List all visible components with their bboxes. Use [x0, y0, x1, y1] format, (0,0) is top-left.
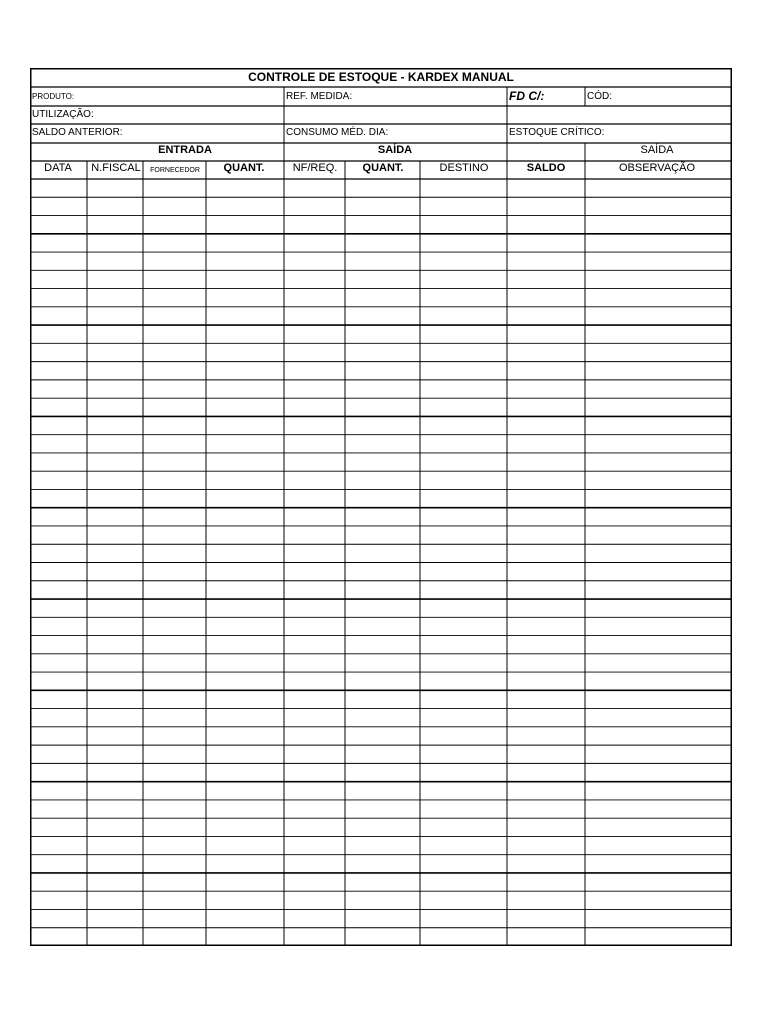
col-fornecedor: FORNECEDOR: [150, 167, 200, 174]
produto-label: PRODUTO:: [32, 92, 75, 101]
entrada-group: ENTRADA: [158, 144, 212, 156]
saida-group: SAÍDA: [377, 144, 413, 156]
fd-label: FD C/:: [509, 89, 545, 103]
col-data: DATA: [44, 162, 72, 174]
consumo-label: CONSUMO MÉD. DIA:: [286, 127, 389, 138]
form-title: CONTROLE DE ESTOQUE - KARDEX MANUAL: [248, 70, 514, 84]
cod-label: CÓD:: [587, 91, 612, 102]
estoque-critico-label: ESTOQUE CRÍTICO:: [509, 127, 605, 138]
form-grid: [30, 68, 732, 946]
col-nfreq: NF/REQ.: [292, 162, 338, 174]
saida-group-right: SAÍDA: [640, 144, 674, 156]
col-quant-in: QUANT.: [223, 162, 265, 174]
col-saldo: SALDO: [526, 162, 566, 174]
col-observacao: OBSERVAÇÃO: [618, 162, 696, 174]
col-quant-out: QUANT.: [362, 162, 404, 174]
saldo-anterior-label: SALDO ANTERIOR:: [32, 127, 123, 138]
col-nfiscal: N.FISCAL: [91, 162, 141, 174]
utilizacao-label: UTILIZAÇÃO:: [32, 109, 94, 120]
kardex-form: [30, 68, 732, 946]
ref-medida-label: REF. MEDIDA:: [286, 91, 353, 102]
col-destino: DESTINO: [439, 162, 489, 174]
